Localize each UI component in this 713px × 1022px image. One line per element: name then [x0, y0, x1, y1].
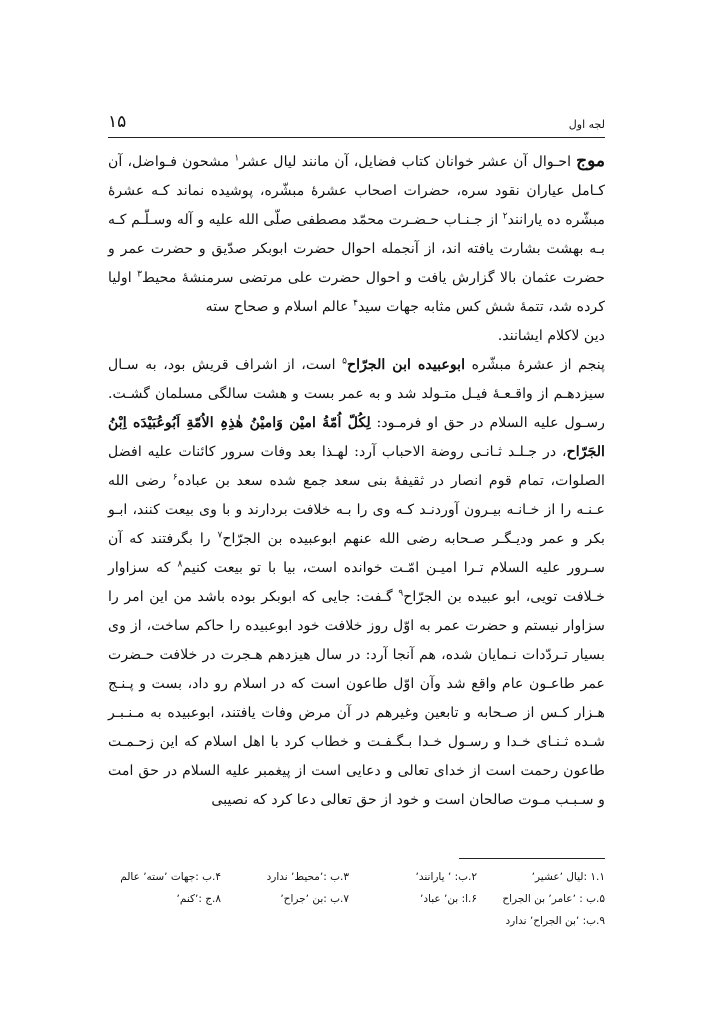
- paragraph-1-text: اولیا کرده شد، تتمهٔ شش کس مثابه جهات سید: [108, 270, 605, 315]
- paragraph-1-text: از جـنـاب حـضـرت محمّد مصطفی صلّی الله علیه و آله وسـلّـم کـه بـه بهشت بشارت یافته اند، از آنجمله احوال حضرت ابوبکر صدّیق و حضرت عمر و حضرت عثمان بالا گزارش یافت و احوال حضرت علی مرتضی سرمنشهٔ محیط: [108, 212, 606, 286]
- page-number: ۱۵: [108, 112, 127, 132]
- footnote-entry: ۲.ب: ٬ یارانند٬: [415, 871, 477, 883]
- footnote-entry: ۱.۱ :لیال ٬عشیر٬: [531, 871, 605, 883]
- footnote-marker: ۱: [234, 153, 240, 164]
- footnote-row: [108, 910, 605, 932]
- paragraph-2: [108, 351, 605, 815]
- footnote-marker: ۷: [217, 530, 223, 541]
- body-text: [108, 147, 605, 815]
- paragraph-1-text: عالم اسلام و صحاح سته: [205, 299, 354, 315]
- footnotes: [108, 866, 605, 932]
- paragraph-1-text: احـوال آن عشر خوانان کتاب فضایل، آن مانند لیال عشر: [239, 154, 577, 170]
- footnote-row: [108, 866, 605, 888]
- footnote-entry: ۳.ب :٬محیط٬ ندارد: [266, 871, 349, 883]
- paragraph-2-text: است، از اشراف قریش بود، به سـال سیزدهـم از واقـعـهٔ فیـل متـولد شد و به عمر بست و هشت سالگی مسلمان گشـت. رسـول علیه السلام در حق او فرمـود:: [108, 357, 605, 431]
- footnote-marker: ۸: [177, 559, 183, 570]
- footnote-entry: ۹.ب: ٬بن الجراح٬ ندارد: [505, 915, 605, 927]
- footnote-entry: ۷.ب :بن ٬جراح٬: [280, 893, 349, 905]
- paragraph-2-text: رضی الله عـنـه را از خـانـه بیـرون آوردنـد کـه وی را بـه خلافت بردارند و با وی بیعت کنند، ابـو بکر و عمر ودیـگـر صـحابه رضی الله عنهم ابوعبیده بن الجرّاح: [108, 473, 605, 547]
- running-head: لجه اول: [568, 118, 605, 131]
- footnote-marker: ۶: [172, 472, 178, 483]
- header-rule: [108, 137, 605, 138]
- footnote-marker: ۹: [398, 588, 404, 599]
- footnote-entry: ۵.ب : ٬عامر٬ بن الجراح: [502, 893, 605, 905]
- paragraph-2-text: را بگرفتند که آن سـرور علیه السلام تـرا امیـن امّـت خوانده است، بیا با تو بیعت کنیم: [108, 531, 605, 576]
- footnote-marker: ۵: [342, 356, 347, 367]
- footnote-marker: ۴: [353, 298, 358, 309]
- bold-name: ابوعبیده ابن الجرّاح: [347, 357, 466, 373]
- arabic-quote: لِکُلّ اُمّةُ امیْن وَامیْنُ هٰذِہِ الاُمّةِ اَبُوعُبَیْدَه اِبْنُ الجَرّاح: [108, 415, 605, 460]
- paragraph-1-last-line: دین لاکلام ایشانند.: [497, 328, 605, 344]
- footnote-entry: ۶.ا: بن٬ عباد٬: [419, 893, 477, 905]
- paragraph-2-text: ، در جـلـد ثـانـی روضة الاحباب آرد: لهـذا بعد وفات سرور کائنات علیه افضل الصلوات، تمام قوم انصار در ثقیفهٔ بنی سعد جمع شده سعد بن عباده: [108, 444, 606, 489]
- lead-word: موج: [576, 151, 605, 171]
- footnote-entry: ۴.ب :جهات ٬سته٬ عالم: [120, 871, 221, 883]
- paragraph-2-text: که سزاوار خـلافت تویی، ابو عبیده بن الجرّاح: [108, 560, 605, 605]
- paragraph-1-text: مشحون فـواضل، آن کـامل عیاران نقود سره، حضرات اصحاب عشرهٔ مبشّره، پوشیده نماند کـه عشرهٔ مبشّره ده یارانند: [108, 154, 605, 228]
- footnote-marker: ۳: [137, 269, 142, 280]
- page-header: [108, 112, 605, 136]
- footnote-row: [108, 888, 605, 910]
- paragraph-2-text: گـفت: جایی که ابوبکر بوده باشد من این امر را سزاوار نیستم و حضرت عمر به اوّل روز خلافت خود ابوعبیده را حاکم ساخت، از وی بسیار تـردّدات نـمایان شده، هم آنجا آرد: در سال هیزدهم هـجرت در خلافت حـضرت عمر طاعـون عام واقع شد وآن اوّل طاعون است که در اسلام رو داد، بست و پـنـج هـزار کـس از صـحابه و تابعین وغیرهم در آن مرض وفات یافتند، ابوعبیده به مـنـبـر شـده ثـنـای خـدا و رسـول خـدا بـگـفـت و خطاب کرد با اهل اسلام که این زحـمـت طاعون رحمت است از خدای تعالی و دعایی است از پیغمبر علیه السلام در حق امت و سـبـب مـوت صالحان است و خود از حق تعالی دعا کرد که نصیبی: [108, 589, 605, 808]
- paragraph-1: [108, 147, 605, 322]
- footnote-rule: [459, 858, 605, 859]
- paragraph-2-text: پنجم از عشرهٔ مبشّره: [465, 357, 605, 373]
- footnote-entry: ۸.ج :٬کنم٬: [176, 893, 221, 905]
- footnote-marker: ۲: [502, 211, 508, 222]
